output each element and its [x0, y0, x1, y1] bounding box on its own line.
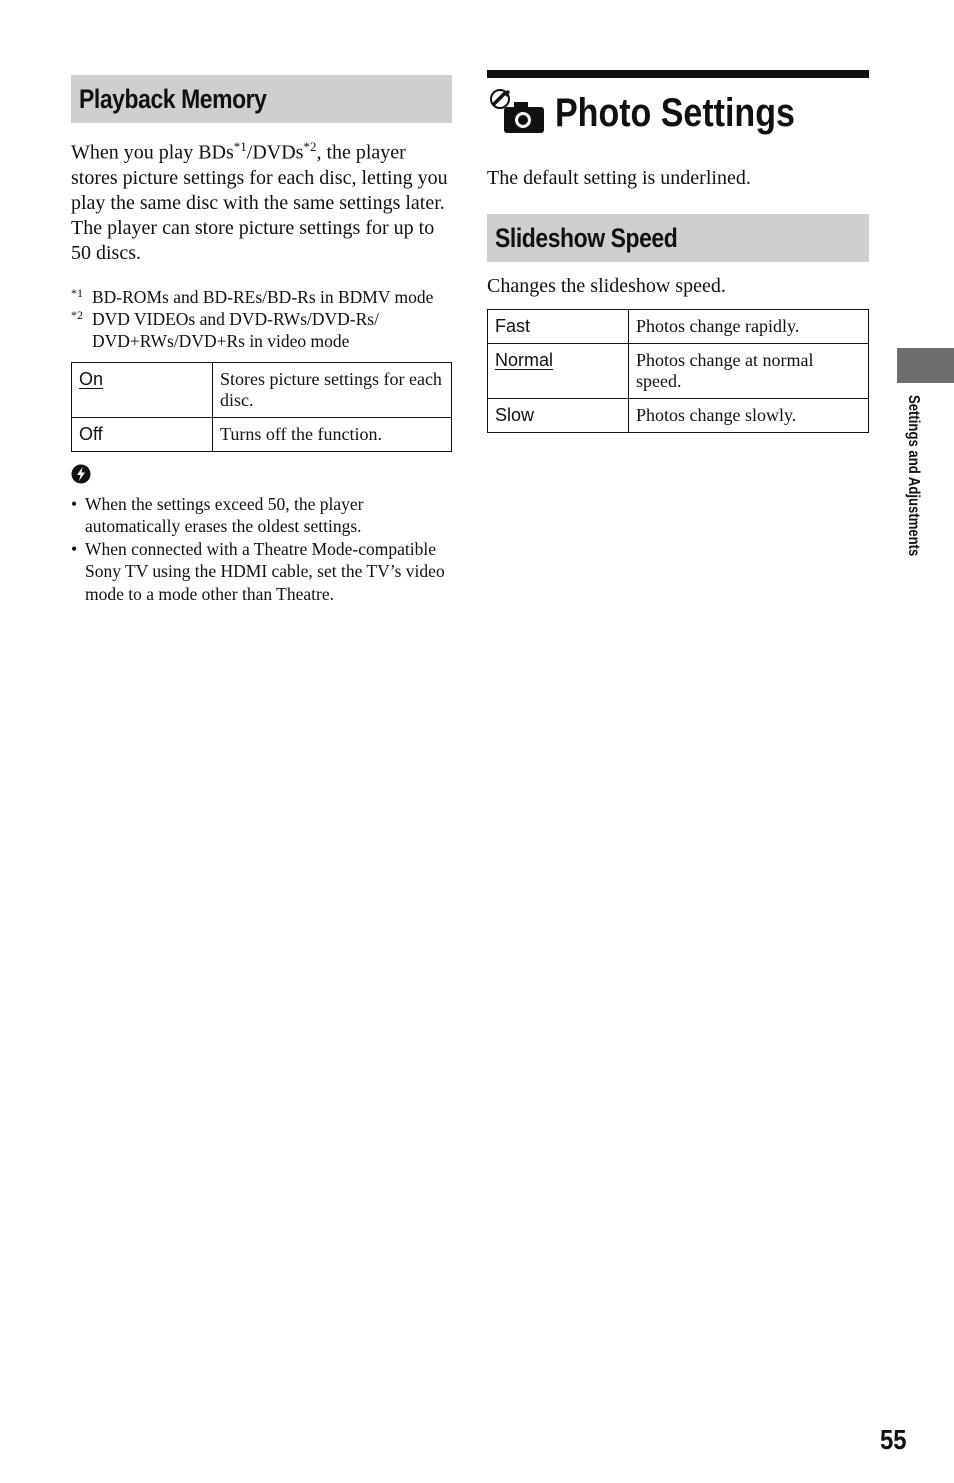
list-item: • When connected with a Theatre Mode-compatible Sony TV using the HDMI cable, set the TV’s video mode to a mode other than Theatre. — [71, 538, 452, 606]
option-key: Off — [72, 417, 213, 451]
page-title — [487, 86, 869, 141]
section-heading: Slideshow Speed — [487, 214, 869, 262]
footnote: *1 BD-ROMs and BD-REs/BD-Rs in BDMV mode — [71, 285, 434, 307]
table-row — [488, 310, 869, 344]
table-row — [488, 399, 869, 433]
playback-memory-table — [71, 362, 452, 452]
playback-memory-section — [71, 75, 452, 605]
page-title-text: Photo Settings — [555, 91, 795, 135]
intro-paragraph: When you play BDs$^{*1}$/DVDs$^{*2}$, the player stores picture settings for each disc, letting you play the same disc with the same settings later. The player can store picture settings for up to 50 discs. — [71, 139, 448, 264]
option-description: Photos change rapidly. — [629, 310, 869, 344]
tip-icon — [71, 464, 452, 489]
section-description: Changes the slideshow speed. — [487, 275, 726, 297]
option-key: Normal — [488, 344, 629, 399]
section-heading: Playback Memory — [71, 75, 452, 123]
photo-settings-section — [487, 70, 869, 433]
slideshow-speed-table — [487, 309, 869, 433]
table-row — [72, 417, 452, 451]
chapter-label: Settings and Adjustments — [905, 395, 922, 557]
footnotes — [71, 286, 452, 352]
option-description: Turns off the function. — [213, 417, 452, 451]
footnote: *2 DVD VIDEOs and DVD-RWs/DVD-Rs/ DVD+RWs/DVD+Rs in video mode — [71, 307, 379, 351]
option-key: On — [72, 362, 213, 417]
chapter-tab — [897, 348, 954, 383]
option-key: Slow — [488, 399, 629, 433]
photo-settings-icon — [487, 87, 545, 140]
page-number: 55 — [880, 1424, 907, 1455]
default-note: The default setting is underlined. — [487, 167, 751, 189]
option-description: Stores picture settings for each disc. — [213, 362, 452, 417]
notes-list — [71, 493, 452, 606]
option-key: Fast — [488, 310, 629, 344]
option-description: Photos change slowly. — [629, 399, 869, 433]
table-row — [488, 344, 869, 399]
title-rule — [487, 70, 869, 78]
table-row — [72, 362, 452, 417]
list-item: • When the settings exceed 50, the player automatically erases the oldest settings. — [71, 493, 452, 538]
option-description: Photos change at normal speed. — [629, 344, 869, 399]
